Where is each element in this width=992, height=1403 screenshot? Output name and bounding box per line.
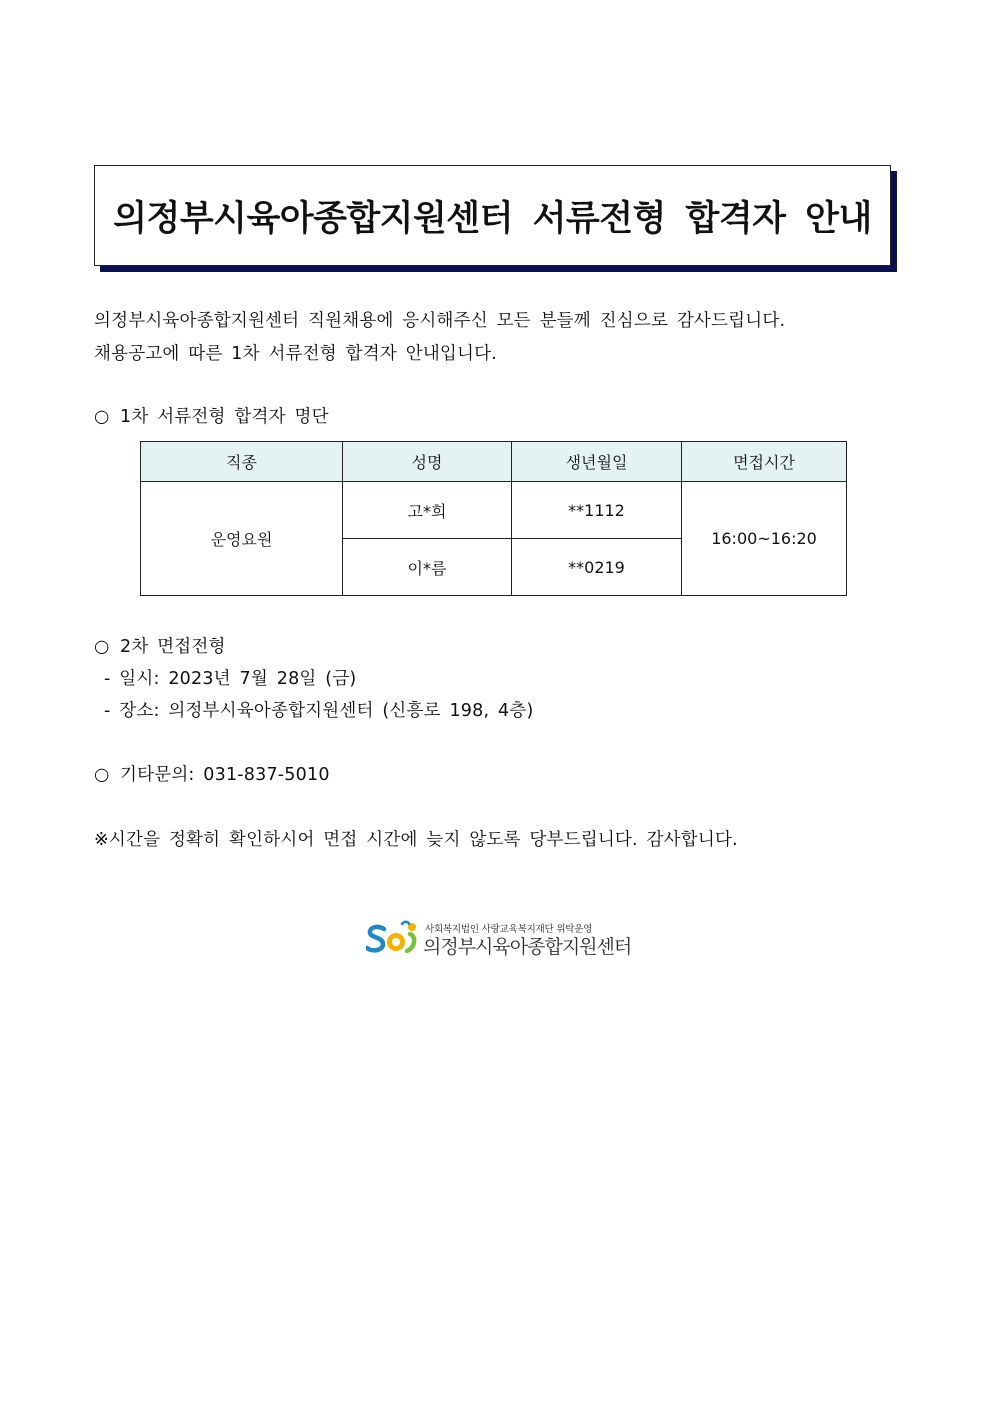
- section1-heading: 1차 서류전형 합격자 명단: [120, 407, 329, 427]
- section2-heading: 2차 면접전형: [120, 637, 226, 657]
- contact-info: 기타문의: 031-837-5010: [120, 765, 330, 785]
- header-birth: 생년월일: [512, 442, 682, 482]
- page-title: 의정부시육아종합지원센터 서류전형 합격자 안내: [113, 198, 872, 239]
- birth-cell: **0219: [512, 539, 682, 596]
- header-job: 직종: [141, 442, 343, 482]
- interview-date: - 일시: 2023년 7월 28일 (금): [104, 669, 357, 689]
- title-box: [94, 165, 891, 266]
- birth-cell: **1112: [512, 482, 682, 539]
- circle-bullet-icon: ○: [94, 765, 110, 785]
- time-cell: 16:00~16:20: [682, 482, 847, 596]
- intro-line-2: 채용공고에 따른 1차 서류전형 합격자 안내입니다.: [94, 344, 498, 364]
- circle-bullet-icon: ○: [94, 637, 110, 657]
- logo-mark-icon: [366, 920, 422, 956]
- logo-subtitle: 사회복지법인 사랑교육복지재단 위탁운영: [425, 924, 593, 935]
- organization-logo: [366, 918, 632, 958]
- header-time: 면접시간: [682, 442, 847, 482]
- section3-line: [94, 761, 330, 786]
- table-header-row: [141, 442, 847, 482]
- table-row: [141, 482, 847, 539]
- section2-heading-line: [94, 633, 226, 658]
- name-cell: 이*름: [343, 539, 512, 596]
- result-table: [140, 441, 847, 596]
- header-name: 성명: [343, 442, 512, 482]
- intro-line-1: 의정부시육아종합지원센터 직원채용에 응시해주신 모든 분들께 진심으로 감사드립니다.: [94, 311, 786, 331]
- notice-text: ※시간을 정확히 확인하시어 면접 시간에 늦지 않도록 당부드립니다. 감사합니다.: [94, 830, 738, 850]
- name-cell: 고*희: [343, 482, 512, 539]
- logo-name: 의정부시육아종합지원센터: [423, 936, 632, 958]
- interview-place: - 장소: 의정부시육아종합지원센터 (신흥로 198, 4층): [104, 701, 534, 721]
- job-cell: 운영요원: [141, 482, 343, 596]
- circle-bullet-icon: ○: [94, 407, 110, 427]
- section1-heading-line: [94, 403, 329, 428]
